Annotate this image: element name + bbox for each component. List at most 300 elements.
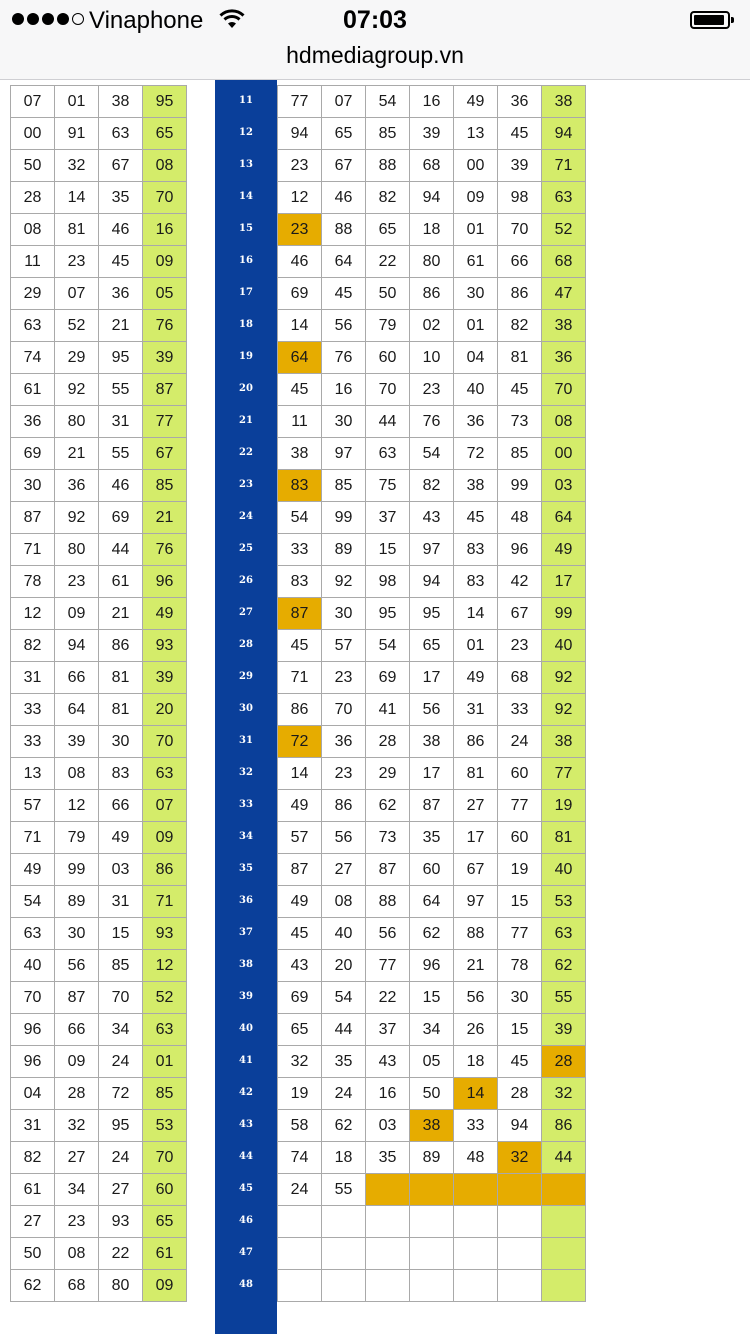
table-cell: 86 <box>454 726 498 758</box>
table-row <box>11 342 187 374</box>
table-cell: 31 <box>11 1110 55 1142</box>
table-cell: 71 <box>542 150 586 182</box>
table-row <box>278 918 586 950</box>
table-row <box>11 854 187 886</box>
table-cell: 40 <box>322 918 366 950</box>
table-row <box>11 534 187 566</box>
table-cell: 11 <box>11 246 55 278</box>
index-label: 29 <box>239 671 253 682</box>
index-label: 37 <box>239 927 253 938</box>
table-cell: 63 <box>11 310 55 342</box>
table-cell: 28 <box>498 1078 542 1110</box>
table-cell: 09 <box>454 182 498 214</box>
table-cell: 81 <box>99 694 143 726</box>
table-cell: 32 <box>278 1046 322 1078</box>
right-number-table <box>277 85 586 1302</box>
table-cell: 78 <box>498 950 542 982</box>
table-cell: 70 <box>498 214 542 246</box>
table-cell: 58 <box>278 1110 322 1142</box>
table-row <box>278 1174 586 1206</box>
table-cell: 98 <box>498 182 542 214</box>
table-cell: 62 <box>322 1110 366 1142</box>
table-row <box>11 1206 187 1238</box>
table-cell: 71 <box>143 886 187 918</box>
table-cell: 28 <box>366 726 410 758</box>
table-cell: 61 <box>143 1238 187 1270</box>
table-cell: 81 <box>542 822 586 854</box>
table-cell: 89 <box>410 1142 454 1174</box>
table-cell: 95 <box>366 598 410 630</box>
table-cell: 62 <box>366 790 410 822</box>
table-row <box>11 982 187 1014</box>
table-cell: 30 <box>322 598 366 630</box>
table-cell: 80 <box>55 406 99 438</box>
table-row <box>11 118 187 150</box>
table-row <box>11 1238 187 1270</box>
table-row <box>278 1270 586 1302</box>
table-row <box>11 310 187 342</box>
table-cell <box>454 1270 498 1302</box>
table-cell: 15 <box>410 982 454 1014</box>
table-row <box>278 886 586 918</box>
table-cell: 19 <box>498 854 542 886</box>
table-cell: 70 <box>542 374 586 406</box>
table-cell: 22 <box>99 1238 143 1270</box>
table-row <box>278 1142 586 1174</box>
table-cell: 45 <box>278 374 322 406</box>
table-cell: 46 <box>322 182 366 214</box>
table-cell: 45 <box>278 918 322 950</box>
table-cell: 94 <box>55 630 99 662</box>
table-cell: 00 <box>11 118 55 150</box>
table-cell: 08 <box>542 406 586 438</box>
table-cell: 30 <box>55 918 99 950</box>
results-table-area[interactable] <box>0 80 750 1334</box>
table-cell <box>454 1238 498 1270</box>
table-cell: 39 <box>55 726 99 758</box>
table-cell: 81 <box>498 342 542 374</box>
table-cell: 76 <box>143 534 187 566</box>
table-cell: 33 <box>498 694 542 726</box>
table-row <box>11 822 187 854</box>
address-bar-url[interactable]: hdmediagroup.vn <box>286 42 464 68</box>
table-cell: 14 <box>454 1078 498 1110</box>
table-cell: 61 <box>11 1174 55 1206</box>
table-cell: 12 <box>278 182 322 214</box>
table-cell: 14 <box>278 310 322 342</box>
table-row <box>278 470 586 502</box>
table-cell: 36 <box>322 726 366 758</box>
table-cell: 23 <box>322 758 366 790</box>
table-cell: 15 <box>498 886 542 918</box>
table-cell: 55 <box>99 438 143 470</box>
index-label: 17 <box>239 287 253 298</box>
table-cell: 88 <box>322 214 366 246</box>
table-cell: 63 <box>542 182 586 214</box>
table-cell: 62 <box>11 1270 55 1302</box>
table-cell: 40 <box>542 630 586 662</box>
table-cell: 79 <box>366 310 410 342</box>
table-row <box>11 438 187 470</box>
table-cell: 08 <box>11 214 55 246</box>
table-cell: 96 <box>410 950 454 982</box>
table-cell: 50 <box>410 1078 454 1110</box>
table-cell: 55 <box>322 1174 366 1206</box>
table-cell: 83 <box>454 566 498 598</box>
index-label: 40 <box>239 1023 253 1034</box>
table-cell: 53 <box>542 886 586 918</box>
table-cell: 74 <box>11 342 55 374</box>
table-row <box>278 726 586 758</box>
table-cell: 56 <box>410 694 454 726</box>
table-cell: 28 <box>55 1078 99 1110</box>
index-label: 19 <box>239 351 253 362</box>
table-cell: 23 <box>278 214 322 246</box>
table-cell: 70 <box>143 182 187 214</box>
table-row <box>278 694 586 726</box>
table-cell: 72 <box>99 1078 143 1110</box>
table-cell: 46 <box>278 246 322 278</box>
table-row <box>278 822 586 854</box>
table-cell: 96 <box>11 1046 55 1078</box>
table-cell: 82 <box>410 470 454 502</box>
table-cell: 86 <box>542 1110 586 1142</box>
table-cell: 09 <box>55 598 99 630</box>
table-cell: 45 <box>498 374 542 406</box>
table-cell: 35 <box>99 182 143 214</box>
table-cell: 87 <box>143 374 187 406</box>
table-cell: 96 <box>498 534 542 566</box>
table-row <box>278 406 586 438</box>
table-cell: 01 <box>55 86 99 118</box>
table-cell: 15 <box>366 534 410 566</box>
table-cell: 07 <box>322 86 366 118</box>
table-cell: 98 <box>366 566 410 598</box>
table-cell: 56 <box>55 950 99 982</box>
table-cell: 72 <box>278 726 322 758</box>
table-cell: 18 <box>322 1142 366 1174</box>
table-cell: 17 <box>410 758 454 790</box>
table-cell: 68 <box>542 246 586 278</box>
table-cell: 48 <box>498 502 542 534</box>
table-cell: 44 <box>366 406 410 438</box>
table-cell: 52 <box>542 214 586 246</box>
table-cell: 23 <box>55 246 99 278</box>
table-cell <box>498 1174 542 1206</box>
table-cell <box>278 1238 322 1270</box>
table-cell: 22 <box>366 246 410 278</box>
index-label: 28 <box>239 639 253 650</box>
table-cell: 73 <box>498 406 542 438</box>
table-cell: 44 <box>322 1014 366 1046</box>
table-cell <box>322 1206 366 1238</box>
table-cell: 72 <box>454 438 498 470</box>
index-label: 18 <box>239 319 253 330</box>
table-cell: 64 <box>278 342 322 374</box>
left-number-table <box>10 85 187 1302</box>
table-cell <box>454 1206 498 1238</box>
table-cell: 45 <box>322 278 366 310</box>
table-cell: 69 <box>366 662 410 694</box>
table-cell: 99 <box>55 854 99 886</box>
table-row <box>278 1110 586 1142</box>
table-cell: 39 <box>498 150 542 182</box>
table-cell: 07 <box>143 790 187 822</box>
table-cell: 14 <box>278 758 322 790</box>
table-cell <box>366 1270 410 1302</box>
index-label: 42 <box>239 1087 253 1098</box>
index-label: 39 <box>239 991 253 1002</box>
table-cell: 09 <box>143 246 187 278</box>
table-row <box>278 1238 586 1270</box>
table-cell: 15 <box>99 918 143 950</box>
table-cell: 31 <box>454 694 498 726</box>
table-cell: 95 <box>143 86 187 118</box>
table-cell: 54 <box>278 502 322 534</box>
table-cell: 64 <box>410 886 454 918</box>
table-cell: 63 <box>99 118 143 150</box>
table-cell: 86 <box>322 790 366 822</box>
table-row <box>11 1046 187 1078</box>
table-row <box>11 918 187 950</box>
index-label: 35 <box>239 863 253 874</box>
table-cell: 20 <box>322 950 366 982</box>
table-cell: 68 <box>410 150 454 182</box>
table-cell: 65 <box>322 118 366 150</box>
table-cell: 77 <box>366 950 410 982</box>
table-row <box>11 1142 187 1174</box>
table-cell <box>542 1270 586 1302</box>
table-cell: 97 <box>454 886 498 918</box>
table-cell: 63 <box>11 918 55 950</box>
table-row <box>11 1110 187 1142</box>
table-cell: 83 <box>99 758 143 790</box>
table-row <box>278 502 586 534</box>
table-cell <box>410 1206 454 1238</box>
table-row <box>278 246 586 278</box>
index-label: 45 <box>239 1183 253 1194</box>
index-label: 46 <box>239 1215 253 1226</box>
index-label: 27 <box>239 607 253 618</box>
table-cell: 77 <box>542 758 586 790</box>
table-cell: 70 <box>11 982 55 1014</box>
table-cell: 24 <box>99 1142 143 1174</box>
table-row <box>278 950 586 982</box>
table-row <box>278 374 586 406</box>
table-cell: 53 <box>143 1110 187 1142</box>
table-cell: 40 <box>11 950 55 982</box>
table-cell: 68 <box>55 1270 99 1302</box>
table-cell: 22 <box>366 982 410 1014</box>
table-cell: 36 <box>11 406 55 438</box>
table-cell: 13 <box>454 118 498 150</box>
table-row <box>278 534 586 566</box>
table-cell: 70 <box>143 1142 187 1174</box>
table-cell: 99 <box>498 470 542 502</box>
table-cell: 94 <box>410 566 454 598</box>
table-cell: 85 <box>99 950 143 982</box>
table-cell: 36 <box>99 278 143 310</box>
table-cell: 87 <box>55 982 99 1014</box>
table-cell <box>410 1238 454 1270</box>
table-cell: 78 <box>11 566 55 598</box>
table-cell: 52 <box>143 982 187 1014</box>
table-cell: 97 <box>322 438 366 470</box>
index-label: 33 <box>239 799 253 810</box>
table-row <box>278 182 586 214</box>
table-cell: 87 <box>11 502 55 534</box>
table-cell: 93 <box>143 630 187 662</box>
table-cell: 66 <box>498 246 542 278</box>
table-row <box>278 598 586 630</box>
table-cell: 61 <box>99 566 143 598</box>
table-cell: 27 <box>55 1142 99 1174</box>
table-cell: 68 <box>498 662 542 694</box>
table-cell: 46 <box>99 470 143 502</box>
table-cell: 34 <box>410 1014 454 1046</box>
table-cell: 24 <box>498 726 542 758</box>
table-cell: 61 <box>11 374 55 406</box>
table-cell: 56 <box>366 918 410 950</box>
table-cell: 45 <box>278 630 322 662</box>
table-cell: 89 <box>322 534 366 566</box>
table-cell: 46 <box>99 214 143 246</box>
table-cell: 08 <box>143 150 187 182</box>
table-cell: 30 <box>322 406 366 438</box>
table-cell: 67 <box>454 854 498 886</box>
table-cell: 54 <box>410 438 454 470</box>
table-row <box>278 1078 586 1110</box>
table-cell: 00 <box>542 438 586 470</box>
table-cell <box>322 1270 366 1302</box>
table-cell: 49 <box>11 854 55 886</box>
table-cell: 77 <box>498 790 542 822</box>
table-cell: 81 <box>99 662 143 694</box>
table-cell <box>498 1238 542 1270</box>
table-cell <box>454 1174 498 1206</box>
table-cell: 31 <box>99 406 143 438</box>
table-cell: 65 <box>278 1014 322 1046</box>
table-cell: 93 <box>99 1206 143 1238</box>
table-cell: 30 <box>498 982 542 1014</box>
table-row <box>278 566 586 598</box>
table-cell: 38 <box>278 438 322 470</box>
table-cell: 71 <box>11 534 55 566</box>
table-cell: 76 <box>410 406 454 438</box>
table-cell: 77 <box>498 918 542 950</box>
table-cell <box>322 1238 366 1270</box>
table-cell: 23 <box>322 662 366 694</box>
table-cell: 08 <box>55 1238 99 1270</box>
table-cell: 57 <box>322 630 366 662</box>
table-cell: 29 <box>366 758 410 790</box>
table-cell: 32 <box>55 1110 99 1142</box>
index-label: 30 <box>239 703 253 714</box>
table-row <box>278 1014 586 1046</box>
table-cell: 01 <box>143 1046 187 1078</box>
table-cell: 27 <box>454 790 498 822</box>
table-row <box>11 662 187 694</box>
table-cell: 04 <box>454 342 498 374</box>
index-label: 14 <box>239 191 253 202</box>
table-cell: 00 <box>454 150 498 182</box>
table-cell: 92 <box>55 502 99 534</box>
table-row <box>11 374 187 406</box>
table-cell: 39 <box>542 1014 586 1046</box>
table-cell <box>542 1206 586 1238</box>
table-cell: 80 <box>55 534 99 566</box>
table-cell: 86 <box>278 694 322 726</box>
table-cell: 38 <box>99 86 143 118</box>
table-cell: 32 <box>498 1142 542 1174</box>
table-cell: 70 <box>322 694 366 726</box>
table-cell: 24 <box>322 1078 366 1110</box>
table-row <box>11 566 187 598</box>
table-cell: 56 <box>322 310 366 342</box>
table-cell: 27 <box>99 1174 143 1206</box>
index-label: 36 <box>239 895 253 906</box>
table-cell: 73 <box>366 822 410 854</box>
table-cell: 31 <box>11 662 55 694</box>
table-cell: 55 <box>542 982 586 1014</box>
table-cell: 16 <box>143 214 187 246</box>
table-cell: 60 <box>143 1174 187 1206</box>
table-cell: 41 <box>366 694 410 726</box>
table-cell <box>498 1270 542 1302</box>
table-cell: 48 <box>454 1142 498 1174</box>
table-cell: 54 <box>11 886 55 918</box>
table-row <box>278 630 586 662</box>
table-cell: 69 <box>278 278 322 310</box>
table-cell: 92 <box>55 374 99 406</box>
table-cell: 56 <box>454 982 498 1014</box>
table-cell <box>366 1174 410 1206</box>
table-cell: 99 <box>322 502 366 534</box>
table-cell: 87 <box>366 854 410 886</box>
table-cell: 14 <box>55 182 99 214</box>
table-cell: 94 <box>410 182 454 214</box>
table-cell: 60 <box>366 342 410 374</box>
index-label: 11 <box>239 95 253 106</box>
table-cell: 16 <box>322 374 366 406</box>
table-cell: 83 <box>278 470 322 502</box>
index-label: 13 <box>239 159 253 170</box>
table-cell: 05 <box>410 1046 454 1078</box>
table-cell: 14 <box>454 598 498 630</box>
index-label: 22 <box>239 447 253 458</box>
table-cell: 35 <box>322 1046 366 1078</box>
table-row <box>11 598 187 630</box>
table-cell: 49 <box>143 598 187 630</box>
table-cell: 33 <box>278 534 322 566</box>
table-cell <box>498 1206 542 1238</box>
table-cell: 67 <box>498 598 542 630</box>
table-cell: 67 <box>143 438 187 470</box>
table-cell: 95 <box>99 342 143 374</box>
table-cell: 79 <box>55 822 99 854</box>
index-column <box>215 80 277 1334</box>
table-cell: 32 <box>55 150 99 182</box>
table-cell: 17 <box>410 662 454 694</box>
table-row <box>11 630 187 662</box>
table-cell: 77 <box>143 406 187 438</box>
table-cell: 35 <box>410 822 454 854</box>
table-cell: 33 <box>11 726 55 758</box>
table-cell: 45 <box>454 502 498 534</box>
table-cell: 71 <box>11 822 55 854</box>
table-cell: 30 <box>99 726 143 758</box>
table-cell: 45 <box>99 246 143 278</box>
